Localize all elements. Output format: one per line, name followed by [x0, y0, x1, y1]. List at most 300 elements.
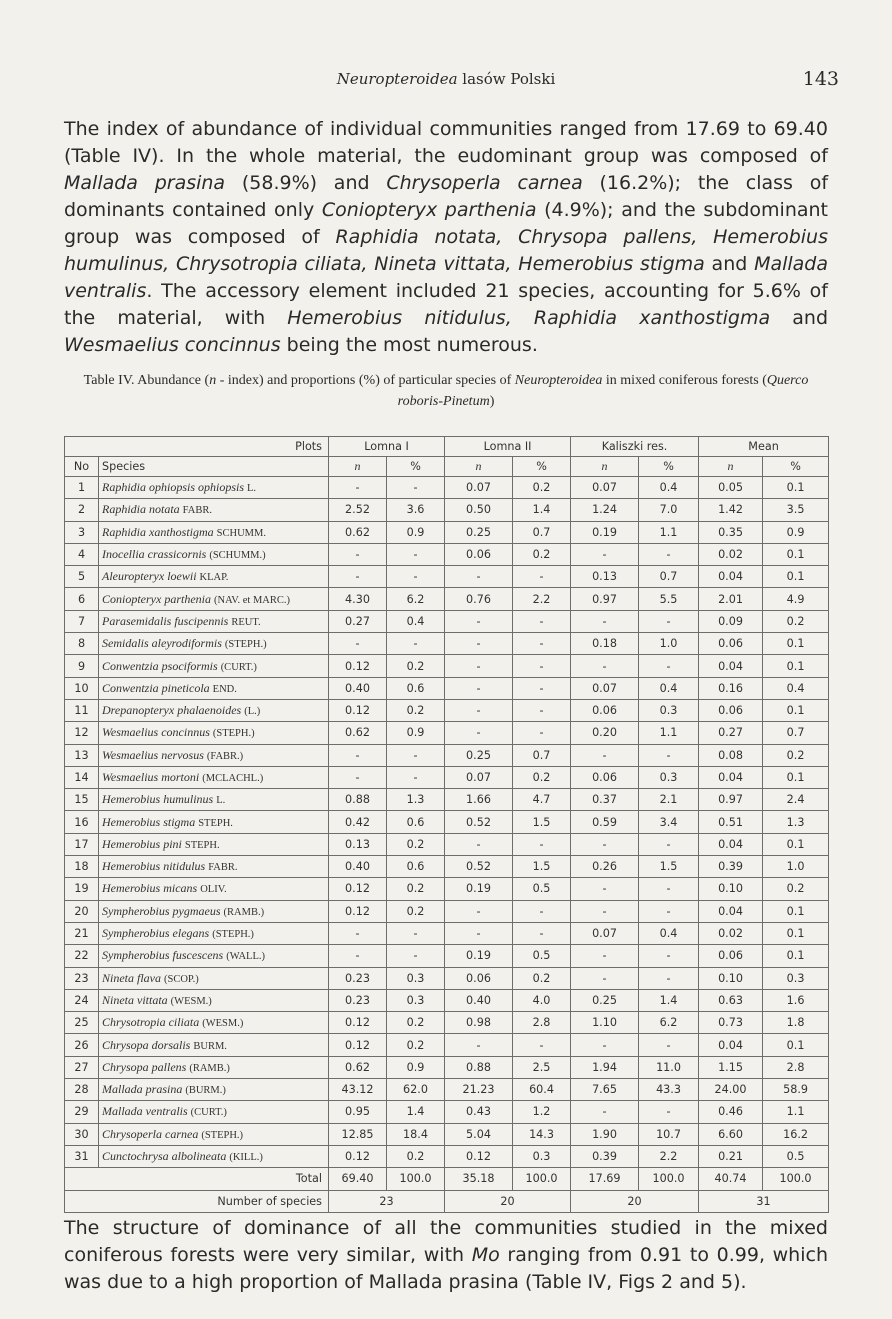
value-cell: 0.9 [387, 1056, 445, 1078]
table-row [65, 945, 829, 967]
value-cell: 2.01 [699, 588, 763, 610]
value-cell: 0.2 [387, 1145, 445, 1167]
table-row [65, 588, 829, 610]
species-author: (SCHUMM.) [209, 550, 266, 562]
value-cell: 0.27 [329, 610, 387, 632]
total-row [65, 1168, 829, 1190]
value-cell: 0.07 [445, 477, 513, 499]
intro-species-6: Hemerobius nitidulus, Raphidia xanthostigma [287, 307, 771, 329]
plots-label: Plots [65, 437, 329, 457]
value-cell: 0.12 [329, 655, 387, 677]
caption-part-4: Neuropteroidea [514, 373, 603, 388]
value-cell: 2.2 [639, 1145, 699, 1167]
value-cell: 4.7 [513, 789, 571, 811]
row-number: 9 [65, 655, 99, 677]
value-cell: - [571, 655, 639, 677]
value-cell: 0.97 [571, 588, 639, 610]
value-cell: - [445, 677, 513, 699]
species-name [99, 1056, 329, 1078]
species-count-cell: 20 [445, 1190, 571, 1212]
sub-n: n [445, 457, 513, 477]
value-cell: - [639, 967, 699, 989]
value-cell: - [571, 967, 639, 989]
value-cell: - [571, 945, 639, 967]
intro-species-7: Wesmaelius concinnus [64, 334, 281, 356]
table-row [65, 878, 829, 900]
species-binomial: Wesmaelius concinnus [102, 725, 210, 740]
table-caption [66, 370, 826, 412]
value-cell: 0.10 [699, 967, 763, 989]
value-cell: 0.16 [699, 677, 763, 699]
value-cell: 1.0 [639, 633, 699, 655]
value-cell: 58.9 [763, 1079, 829, 1101]
table-row [65, 521, 829, 543]
value-cell: 6.2 [639, 1012, 699, 1034]
table-row [65, 789, 829, 811]
species-binomial: Mallada prasina [102, 1082, 183, 1097]
species-name [99, 967, 329, 989]
total-cell: 100.0 [387, 1168, 445, 1190]
value-cell: 0.2 [387, 900, 445, 922]
value-cell: - [639, 1101, 699, 1123]
row-number: 20 [65, 900, 99, 922]
value-cell: 1.6 [763, 989, 829, 1011]
value-cell: - [571, 610, 639, 632]
species-count-cell: 31 [699, 1190, 829, 1212]
value-cell: 0.51 [699, 811, 763, 833]
value-cell: 3.4 [639, 811, 699, 833]
species-name [99, 521, 329, 543]
total-cell: 69.40 [329, 1168, 387, 1190]
row-number: 19 [65, 878, 99, 900]
plot-header: Mean [699, 437, 829, 457]
species-author: L. [216, 795, 226, 807]
value-cell: - [329, 922, 387, 944]
value-cell: 4.0 [513, 989, 571, 1011]
value-cell: 0.76 [445, 588, 513, 610]
value-cell: - [329, 945, 387, 967]
species-binomial: Nineta flava [102, 970, 161, 985]
abundance-table [64, 436, 829, 1213]
value-cell: - [571, 900, 639, 922]
species-name [99, 588, 329, 610]
species-author: (RAMB.) [223, 906, 265, 918]
table-row [65, 499, 829, 521]
species-name [99, 1079, 329, 1101]
value-cell: 1.42 [699, 499, 763, 521]
value-cell: 0.04 [699, 1034, 763, 1056]
value-cell: 18.4 [387, 1123, 445, 1145]
species-author: OLIV. [200, 884, 227, 896]
species-label: Species [99, 457, 329, 477]
value-cell: - [329, 477, 387, 499]
value-cell: 1.15 [699, 1056, 763, 1078]
species-binomial: Drepanopteryx phalaenoides [102, 703, 242, 718]
value-cell: 0.9 [387, 521, 445, 543]
value-cell: - [445, 1034, 513, 1056]
value-cell: - [387, 945, 445, 967]
intro-paragraph [64, 116, 828, 359]
value-cell: - [387, 766, 445, 788]
species-binomial: Chrysopa pallens [102, 1059, 187, 1074]
table-row [65, 900, 829, 922]
table-row [65, 1012, 829, 1034]
value-cell: 0.07 [445, 766, 513, 788]
species-name [99, 677, 329, 699]
species-binomial: Semidalis aleyrodiformis [102, 636, 222, 651]
value-cell: 0.97 [699, 789, 763, 811]
value-cell: 0.19 [571, 521, 639, 543]
species-author: L. [247, 483, 257, 495]
species-count-label: Number of species [65, 1190, 329, 1212]
sub-pct: % [763, 457, 829, 477]
species-author: (WALL.) [226, 951, 265, 963]
caption-part-6: Querco roboris-Pinetum [397, 373, 809, 409]
value-cell: 0.3 [387, 989, 445, 1011]
value-cell: 3.5 [763, 499, 829, 521]
species-binomial: Mallada ventralis [102, 1104, 188, 1119]
value-cell: 0.4 [639, 922, 699, 944]
species-binomial: Chrysotropia ciliata [102, 1015, 200, 1030]
value-cell: 1.1 [639, 722, 699, 744]
value-cell: - [329, 543, 387, 565]
value-cell: 0.5 [513, 878, 571, 900]
value-cell: 0.13 [329, 833, 387, 855]
value-cell: - [387, 566, 445, 588]
value-cell: 1.2 [513, 1101, 571, 1123]
value-cell: 62.0 [387, 1079, 445, 1101]
value-cell: 6.2 [387, 588, 445, 610]
intro-text-5: and [704, 253, 755, 275]
intro-text-8: being the most numerous. [280, 334, 538, 356]
value-cell: 0.06 [445, 967, 513, 989]
value-cell: 0.6 [387, 856, 445, 878]
table-row [65, 633, 829, 655]
row-number: 30 [65, 1123, 99, 1145]
species-name [99, 1101, 329, 1123]
value-cell: 0.18 [571, 633, 639, 655]
value-cell: 0.2 [763, 610, 829, 632]
table-row [65, 477, 829, 499]
table-header-row-plots [65, 437, 829, 457]
value-cell: 0.3 [513, 1145, 571, 1167]
value-cell: 0.73 [699, 1012, 763, 1034]
species-binomial: Wesmaelius nervosus [102, 747, 204, 762]
intro-species-1: Mallada prasina [64, 172, 226, 194]
species-author: STEPH. [184, 839, 220, 851]
value-cell: 2.8 [763, 1056, 829, 1078]
species-binomial: Coniopteryx parthenia [102, 591, 211, 606]
species-binomial: Inocellia crassicornis [102, 547, 207, 562]
value-cell: 0.1 [763, 945, 829, 967]
species-name [99, 477, 329, 499]
species-name [99, 543, 329, 565]
value-cell: 1.3 [763, 811, 829, 833]
value-cell: 0.7 [763, 722, 829, 744]
value-cell: 0.52 [445, 811, 513, 833]
value-cell: - [329, 766, 387, 788]
value-cell: 0.39 [699, 856, 763, 878]
species-binomial: Chrysopa dorsalis [102, 1037, 191, 1052]
value-cell: - [513, 677, 571, 699]
total-cell: 40.74 [699, 1168, 763, 1190]
species-binomial: Hemerobius stigma [102, 814, 196, 829]
species-author: (CURT.) [220, 661, 257, 673]
value-cell: 0.3 [387, 967, 445, 989]
value-cell: 0.2 [513, 967, 571, 989]
value-cell: - [639, 900, 699, 922]
plot-header: Lomna II [445, 437, 571, 457]
species-author: KLAP. [199, 572, 229, 584]
table-row [65, 1145, 829, 1167]
value-cell: 0.2 [513, 477, 571, 499]
value-cell: 0.9 [387, 722, 445, 744]
value-cell: - [445, 655, 513, 677]
species-author: (STEPH.) [201, 1129, 244, 1141]
caption-part-2: n [209, 373, 217, 388]
caption-part-1: Table IV. Abundance ( [83, 373, 210, 388]
species-name [99, 566, 329, 588]
species-name [99, 856, 329, 878]
table-header-row-sub [65, 457, 829, 477]
species-binomial: Aleuropteryx loewii [102, 569, 197, 584]
value-cell: - [571, 744, 639, 766]
value-cell: 0.1 [763, 655, 829, 677]
table-row [65, 1056, 829, 1078]
species-author: REUT. [231, 616, 261, 628]
value-cell: - [571, 833, 639, 855]
value-cell: 0.12 [329, 878, 387, 900]
species-binomial: Wesmaelius mortoni [102, 770, 200, 784]
value-cell: - [513, 633, 571, 655]
row-number: 21 [65, 922, 99, 944]
value-cell: - [513, 1034, 571, 1056]
value-cell: 0.05 [699, 477, 763, 499]
species-binomial: Hemerobius humulinus [102, 792, 214, 807]
value-cell: 0.07 [571, 922, 639, 944]
intro-text-7: and [770, 307, 829, 329]
row-number: 23 [65, 967, 99, 989]
species-name [99, 1145, 329, 1167]
value-cell: 1.4 [513, 499, 571, 521]
value-cell: - [513, 922, 571, 944]
species-author: (WESM.) [170, 995, 212, 1007]
value-cell: 0.20 [571, 722, 639, 744]
value-cell: 0.25 [571, 989, 639, 1011]
value-cell: 0.40 [329, 677, 387, 699]
row-number: 29 [65, 1101, 99, 1123]
intro-text-4: (4.9%); and the subdominant group was composed of [64, 199, 828, 248]
value-cell: - [329, 633, 387, 655]
value-cell: - [445, 833, 513, 855]
total-cell: 17.69 [571, 1168, 639, 1190]
sub-n: n [571, 457, 639, 477]
conclusion-text-2: ranging from 0.91 to 0.99, which was due to a high proportion of Mallada prasina (Table IV, Figs 2 and 5). [64, 1244, 828, 1293]
value-cell: - [445, 633, 513, 655]
page-number: 143 [802, 68, 839, 90]
no-label: No [65, 457, 99, 477]
intro-text-2: (58.9%) and [225, 172, 387, 194]
value-cell: 0.27 [699, 722, 763, 744]
table-row [65, 699, 829, 721]
value-cell: 1.66 [445, 789, 513, 811]
species-count-cell: 23 [329, 1190, 445, 1212]
species-author: (STEPH.) [212, 728, 255, 740]
value-cell: 1.5 [513, 856, 571, 878]
table-row [65, 766, 829, 788]
row-number: 27 [65, 1056, 99, 1078]
species-author: (L.) [244, 706, 261, 718]
value-cell: 0.09 [699, 610, 763, 632]
total-label: Total [65, 1168, 329, 1190]
value-cell: 0.2 [387, 655, 445, 677]
value-cell: 0.04 [699, 900, 763, 922]
value-cell: 3.6 [387, 499, 445, 521]
row-number: 17 [65, 833, 99, 855]
value-cell: - [445, 566, 513, 588]
value-cell: 0.2 [387, 833, 445, 855]
value-cell: - [571, 1034, 639, 1056]
value-cell: - [513, 610, 571, 632]
value-cell: - [513, 655, 571, 677]
value-cell: 0.35 [699, 521, 763, 543]
value-cell: 24.00 [699, 1079, 763, 1101]
table-row [65, 566, 829, 588]
value-cell: 43.12 [329, 1079, 387, 1101]
value-cell: 4.9 [763, 588, 829, 610]
value-cell: 0.50 [445, 499, 513, 521]
value-cell: 43.3 [639, 1079, 699, 1101]
row-number: 2 [65, 499, 99, 521]
value-cell: 1.10 [571, 1012, 639, 1034]
table-row [65, 543, 829, 565]
value-cell: 1.8 [763, 1012, 829, 1034]
row-number: 5 [65, 566, 99, 588]
value-cell: 0.62 [329, 722, 387, 744]
species-author: (STEPH.) [224, 639, 267, 651]
value-cell: - [571, 543, 639, 565]
value-cell: 0.5 [513, 945, 571, 967]
species-binomial: Raphidia notata [102, 502, 180, 517]
total-cell: 35.18 [445, 1168, 513, 1190]
row-number: 7 [65, 610, 99, 632]
row-number: 11 [65, 699, 99, 721]
row-number: 12 [65, 722, 99, 744]
species-name [99, 610, 329, 632]
value-cell: 0.25 [445, 744, 513, 766]
value-cell: 0.04 [699, 655, 763, 677]
species-author: (FABR.) [206, 750, 244, 762]
value-cell: 1.4 [639, 989, 699, 1011]
value-cell: 0.4 [763, 677, 829, 699]
row-number: 22 [65, 945, 99, 967]
value-cell: 0.40 [329, 856, 387, 878]
species-name [99, 499, 329, 521]
value-cell: 0.5 [763, 1145, 829, 1167]
value-cell: - [513, 566, 571, 588]
value-cell: 2.8 [513, 1012, 571, 1034]
value-cell: 1.5 [639, 856, 699, 878]
sub-n: n [699, 457, 763, 477]
value-cell: 5.5 [639, 588, 699, 610]
value-cell: 0.1 [763, 1034, 829, 1056]
value-cell: 0.2 [513, 543, 571, 565]
value-cell: 11.0 [639, 1056, 699, 1078]
row-number: 16 [65, 811, 99, 833]
value-cell: 7.0 [639, 499, 699, 521]
value-cell: 2.1 [639, 789, 699, 811]
conclusion-mo: Mo [471, 1244, 500, 1266]
species-name [99, 833, 329, 855]
value-cell: 0.12 [329, 900, 387, 922]
species-binomial: Raphidia xanthostigma [102, 524, 214, 539]
value-cell: - [445, 699, 513, 721]
value-cell: 0.1 [763, 477, 829, 499]
row-number: 24 [65, 989, 99, 1011]
species-name [99, 722, 329, 744]
species-name [99, 1034, 329, 1056]
value-cell: - [513, 722, 571, 744]
value-cell: 0.06 [445, 543, 513, 565]
value-cell: - [639, 655, 699, 677]
table-row [65, 677, 829, 699]
value-cell: - [445, 900, 513, 922]
value-cell: 0.7 [513, 521, 571, 543]
species-name [99, 655, 329, 677]
species-name [99, 699, 329, 721]
value-cell: - [639, 610, 699, 632]
caption-part-5: in mixed coniferous forests ( [602, 373, 767, 388]
species-name [99, 922, 329, 944]
value-cell: 0.12 [329, 1145, 387, 1167]
value-cell: 2.5 [513, 1056, 571, 1078]
intro-text-1: The index of abundance of individual communities ranged from 17.69 to 69.40 (Table IV). In the whole material, the eudominant group was composed of [64, 118, 828, 167]
species-author: FABR. [182, 505, 212, 517]
species-author: STEPH. [198, 817, 233, 829]
value-cell: 0.06 [699, 633, 763, 655]
value-cell: 0.04 [699, 566, 763, 588]
table-row [65, 1079, 829, 1101]
value-cell: - [639, 543, 699, 565]
value-cell: - [639, 833, 699, 855]
value-cell: - [571, 878, 639, 900]
species-author: END. [212, 683, 237, 695]
species-name [99, 766, 329, 788]
value-cell: - [639, 1034, 699, 1056]
value-cell: 0.98 [445, 1012, 513, 1034]
value-cell: 0.10 [699, 878, 763, 900]
table-row [65, 967, 829, 989]
value-cell: 0.12 [329, 1034, 387, 1056]
value-cell: 0.06 [699, 945, 763, 967]
value-cell: 0.1 [763, 633, 829, 655]
intro-species-3: Coniopteryx parthenia [321, 199, 537, 221]
value-cell: 0.23 [329, 967, 387, 989]
value-cell: 1.94 [571, 1056, 639, 1078]
row-number: 31 [65, 1145, 99, 1167]
row-number: 4 [65, 543, 99, 565]
value-cell: 0.88 [329, 789, 387, 811]
plot-header: Kaliszki res. [571, 437, 699, 457]
value-cell: 0.2 [387, 1034, 445, 1056]
value-cell: - [329, 744, 387, 766]
sub-n: n [329, 457, 387, 477]
species-author: (BURM.) [185, 1085, 226, 1097]
table-row [65, 610, 829, 632]
species-name [99, 744, 329, 766]
value-cell: 0.88 [445, 1056, 513, 1078]
species-author: (CURT.) [190, 1107, 227, 1119]
